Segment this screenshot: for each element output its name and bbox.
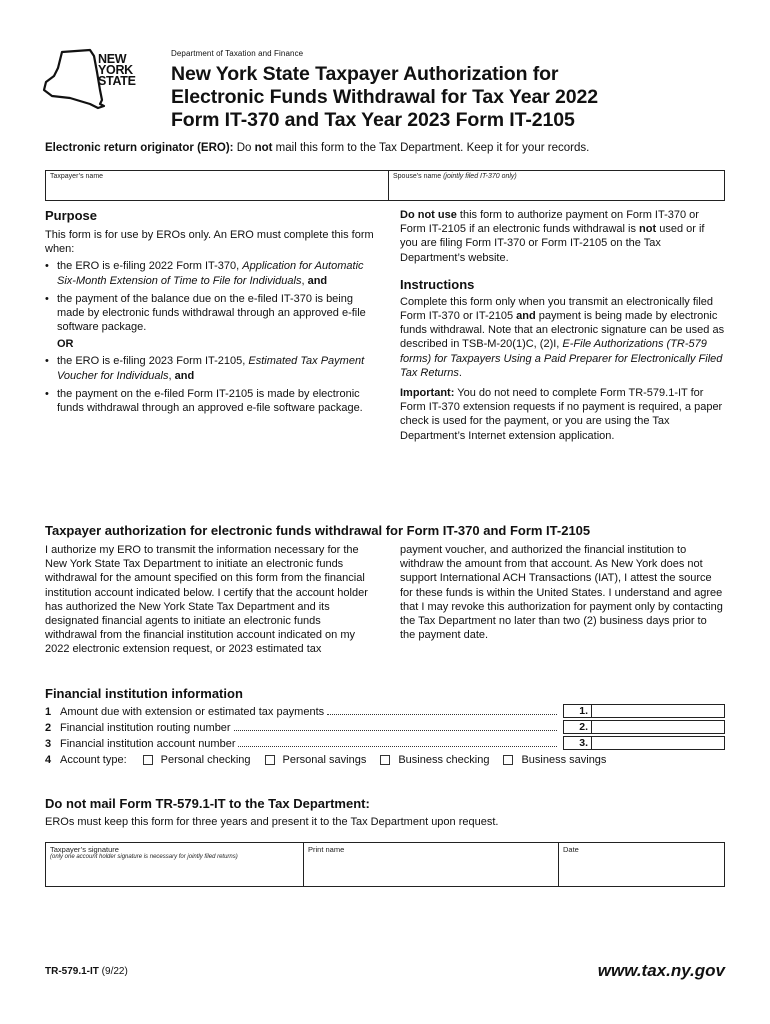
do-not-mail-text: EROs must keep this form for three years and present it to the Tax Department upon request. [45, 816, 499, 828]
business-savings-checkbox[interactable] [503, 755, 513, 765]
instructions-heading: Instructions [400, 276, 475, 292]
purpose-intro: This form is for use by EROs only. An ERO must complete this form when: [45, 229, 374, 256]
ero-notice [45, 142, 589, 154]
name-fields [45, 170, 725, 201]
line-2-routing-number [45, 720, 560, 734]
personal-checking-option[interactable] [143, 754, 251, 766]
donot-bold: Do not use [400, 209, 457, 221]
do-not-use-text [400, 208, 725, 265]
taxpayer-name-field[interactable] [46, 171, 389, 200]
b3-italic: Estimated Tax Payment Voucher for Individuals [57, 355, 365, 382]
form-identifier [45, 966, 128, 977]
spouse-name-field[interactable] [389, 171, 724, 200]
authorization-heading: Taxpayer authorization for electronic funds withdrawal for Form IT-370 and Form IT-2105 [45, 523, 591, 538]
line-3-box-label: 3. [564, 737, 592, 749]
purpose-bullet-1 [45, 259, 375, 287]
line-2-label: Financial institution routing number [60, 722, 231, 734]
signature-note: (only one account holder signature is necessary for jointly filed returns) [50, 854, 238, 860]
title-line-3: Form IT-370 and Tax Year 2023 Form IT-2105 [171, 109, 575, 131]
line-2-number: 2 [45, 722, 52, 734]
logo-line-3: STATE [98, 74, 136, 88]
financial-heading: Financial institution information [45, 686, 243, 701]
spouse-label-note: (jointly filed IT-370 only) [443, 173, 517, 180]
amount-due-field[interactable] [563, 704, 725, 718]
personal-checking-label: Personal checking [160, 754, 251, 766]
instr-italic: E-File Authorizations (TR-579 forms) for Taxpayers Using a Paid Preparer for Electronically Filed Tax Returns [400, 338, 723, 379]
donot-post: used or if you are filing Form IT-370 or Form IT-2105 on the Tax Department’s website. [400, 223, 705, 264]
ero-notice-not: not [254, 142, 273, 154]
personal-savings-checkbox[interactable] [265, 755, 275, 765]
logo-line-2: YORK [98, 63, 133, 77]
personal-savings-option[interactable] [265, 754, 367, 766]
department-name: Department of Taxation and Finance [171, 49, 304, 58]
business-savings-option[interactable] [503, 754, 606, 766]
donot-pre: this form to authorize payment on Form IT-370 or Form IT-2105 if an electronic funds withdrawal is [400, 209, 699, 236]
website-url: www.tax.ny.gov [597, 961, 725, 980]
b1-sep: , [301, 274, 308, 287]
line-1-label: Amount due with extension or estimated tax payments [60, 706, 325, 718]
do-not-mail-heading: Do not mail Form TR-579.1-IT to the Tax Department: [45, 796, 370, 811]
b3-sep: , [168, 369, 175, 382]
purpose-list [45, 259, 375, 334]
purpose-bullet-2: • the payment of the balance due on the e-filed IT-370 is being made by electronic funds withdrawal through an approved e-file software package. [45, 292, 375, 335]
date-field[interactable] [559, 843, 724, 886]
line-1-number: 1 [45, 706, 52, 718]
nys-logo [40, 46, 140, 116]
ero-notice-post: mail this form to the Tax Department. Keep it for your records. [272, 142, 590, 154]
line-3-leader [238, 746, 557, 747]
spouse-label-text: Spouse’s name [393, 173, 442, 180]
purpose-list-2 [45, 354, 375, 415]
title-line-2: Electronic Funds Withdrawal for Tax Year 2022 [171, 86, 598, 108]
purpose-bullet-3 [45, 354, 375, 382]
logo-line-1: NEW [98, 52, 127, 66]
form-title [171, 63, 731, 132]
line-1-leader [327, 714, 557, 715]
account-type-label: Account type: [60, 754, 127, 766]
account-type-row [45, 754, 620, 766]
form-revision: (9/22) [98, 966, 128, 977]
purpose-heading: Purpose [45, 208, 98, 223]
ero-notice-lead: Electronic return originator (ERO): [45, 142, 234, 154]
b3-pre: the ERO is e-filing 2023 Form IT-2105, [57, 355, 249, 368]
title-line-1: New York State Taxpayer Authorization for [171, 63, 559, 85]
business-checking-checkbox[interactable] [380, 755, 390, 765]
instr-pre: Complete this form only when you transmit an electronically filed Form IT-370 or IT-2105 [400, 295, 714, 323]
instructions-section [400, 208, 725, 443]
instr-mid: payment is being made by electronic funds withdrawal. Note that an electronic signature can be used as described in TSB-M-20(1)C, (2)I, [400, 310, 725, 351]
b1-and: and [307, 274, 328, 287]
line-1-amount-due [45, 704, 560, 718]
authorization-right-text: payment voucher, and authorized the financial institution to withdraw the amount from that account. As New York does not support International ACH Transactions (IAT), I attest the source for these funds is within the United States. I understand and agree that I may revoke this authorization for payment only by contacting the Tax Department no later than two (2) business days prior to the payment date. [400, 544, 723, 642]
routing-number-field[interactable] [563, 720, 725, 734]
business-checking-label: Business checking [398, 754, 490, 766]
ero-notice-pre: Do [233, 142, 255, 154]
spouse-name-label [393, 173, 517, 180]
taxpayer-name-label: Taxpayer’s name [50, 173, 104, 180]
line-3-number: 3 [45, 738, 52, 750]
line-3-label: Financial institution account number [60, 738, 236, 750]
purpose-bullet-4: • the payment on the e-filed Form IT-2105 is made by electronic funds withdrawal through an approved e-file software package. [45, 387, 375, 415]
personal-checking-checkbox[interactable] [143, 755, 153, 765]
purpose-section [45, 208, 375, 419]
donot-not: not [639, 223, 657, 236]
line-4-number: 4 [45, 754, 52, 766]
line-3-account-number [45, 736, 560, 750]
instr-end: . [458, 366, 462, 379]
important-body: You do not need to complete Form TR-579.1-IT for Form IT-370 extension requests if no payment is required, a paper check is used for the payment, or you are using the Tax Department’s Internet extension application. [400, 387, 723, 442]
form-id: TR-579.1-IT [45, 966, 99, 977]
print-name-label: Print name [308, 845, 345, 854]
signature-fields [45, 842, 725, 887]
line-2-leader [234, 730, 557, 731]
print-name-field[interactable] [304, 843, 559, 886]
b1-italic: Application for Automatic Six-Month Extension of Time to File for Individuals [57, 260, 364, 287]
taxpayer-signature-field[interactable] [46, 843, 304, 886]
account-number-field[interactable] [563, 736, 725, 750]
important-bold: Important: [400, 387, 455, 400]
b1-pre: the ERO is e-filing 2022 Form IT-370, [57, 260, 243, 273]
signature-label: Taxpayer’s signature [50, 845, 119, 854]
personal-savings-label: Personal savings [282, 754, 367, 766]
purpose-or: OR [57, 338, 74, 351]
important-text [400, 386, 725, 443]
date-label: Date [563, 845, 579, 854]
line-1-box-label: 1. [564, 705, 592, 717]
authorization-left-text: I authorize my ERO to transmit the information necessary for the New York State Tax Department to initiate an electronic funds withdrawal for the amount specified on this form from the financial institution account indicated below. I certify that the account holder has authorized the New York State Tax Department and its designated financial agents to initiate an electronic funds withdrawal from the financial institution account indicated on my 2022 electronic extension request, or 2023 estimated tax [45, 544, 368, 656]
instructions-text [400, 295, 725, 380]
instr-and: and [516, 310, 536, 323]
business-savings-label: Business savings [521, 754, 607, 766]
line-2-box-label: 2. [564, 721, 592, 733]
business-checking-option[interactable] [380, 754, 489, 766]
b3-and: and [174, 369, 195, 382]
